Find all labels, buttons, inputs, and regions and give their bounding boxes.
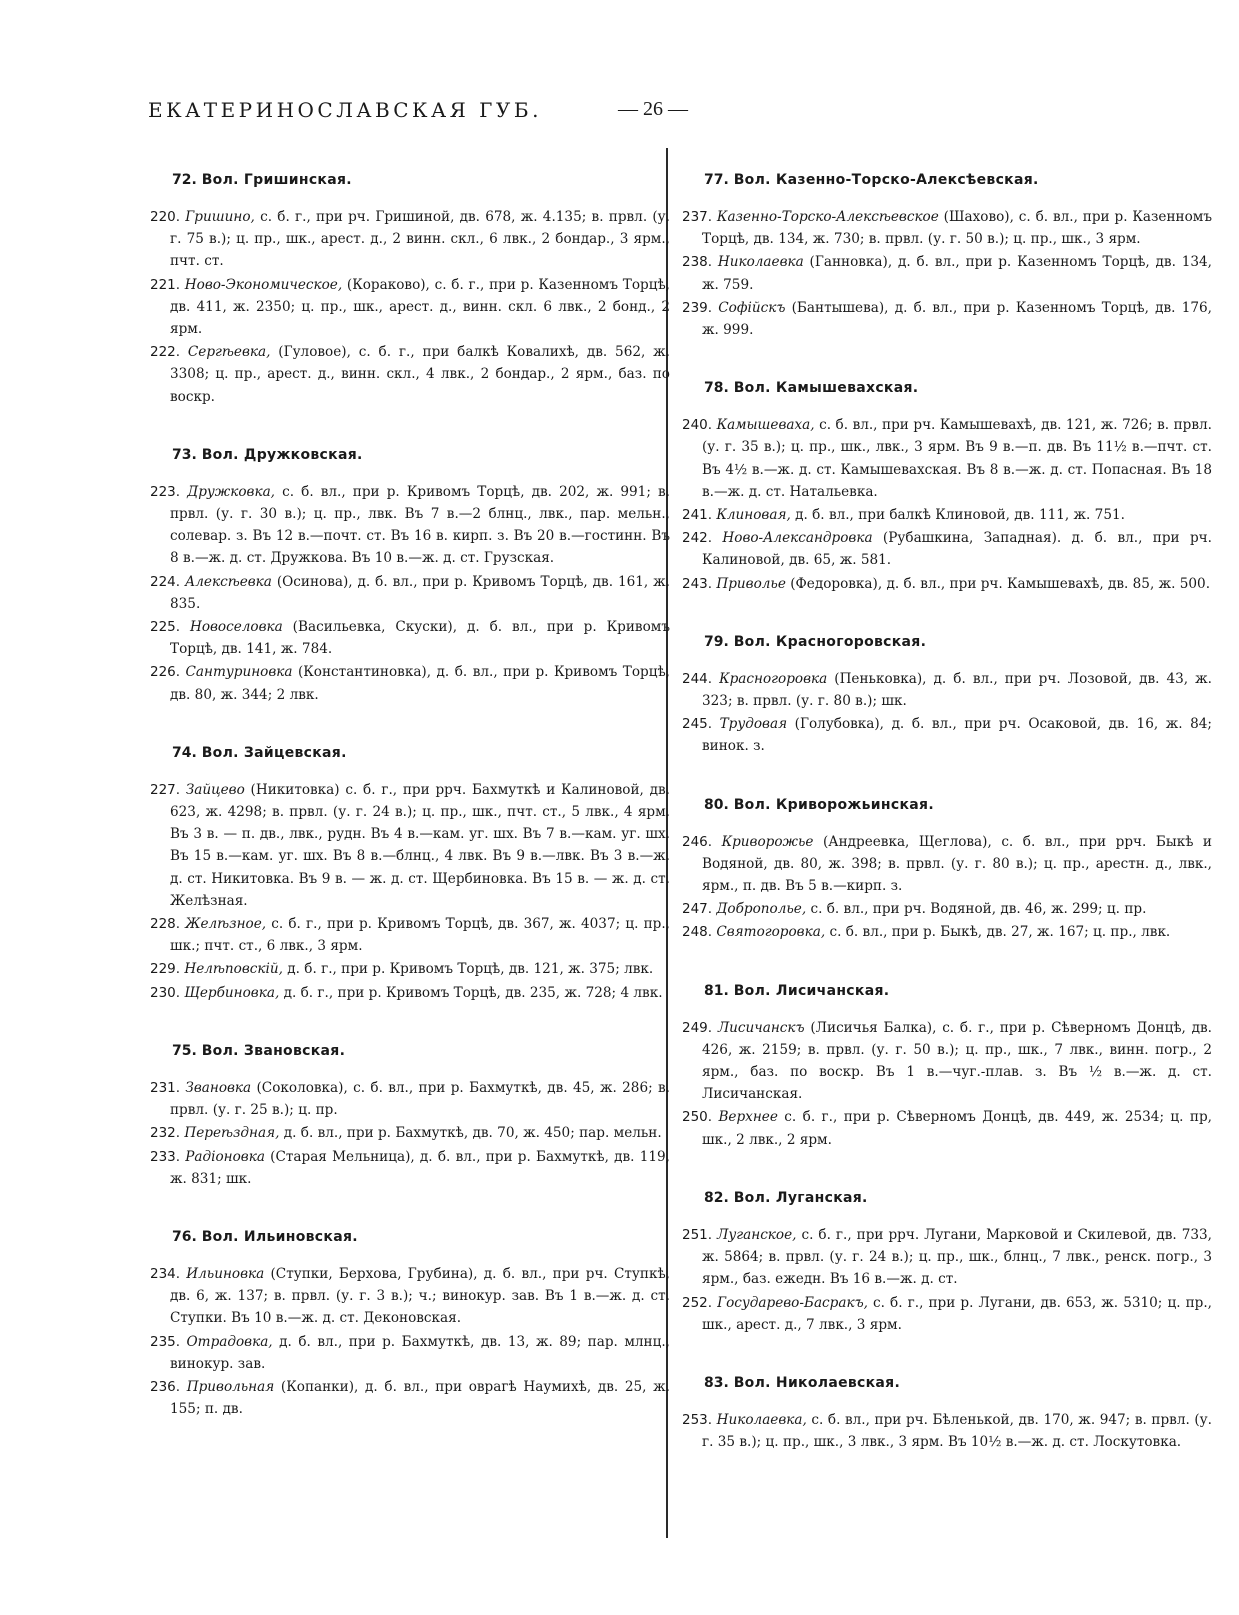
- entry-number: 236.: [150, 1378, 187, 1395]
- settlement-name: Ново-Экономическое,: [184, 276, 343, 293]
- settlement-name: Щербиновка,: [184, 984, 280, 1001]
- settlement-name: Святогоровка,: [716, 924, 826, 941]
- entry-number: 224.: [150, 573, 185, 590]
- settlement-description: (Ступки, Берхова, Грубина), д. б. вл., при рч. Ступкѣ, дв. 6, ж. 137; в. првл. (у. г. 3 в.); ч.; винокур. зав. Въ 1 в.—ж. д. ст. Ступки. Въ 10 в.—ж. д. ст. Деконовская.: [170, 1265, 670, 1327]
- settlement-name: Красногоровка: [719, 670, 828, 687]
- settlement-name: Лисичанскъ: [717, 1019, 805, 1036]
- settlement-entry: [682, 206, 1212, 250]
- settlement-name: Алексѣевка: [184, 573, 272, 590]
- volost-heading: [172, 170, 670, 190]
- settlement-name: Приволье: [716, 575, 786, 592]
- entry-number: 223.: [150, 483, 188, 500]
- volost-number: 81.: [704, 982, 734, 999]
- entry-number: 221.: [150, 276, 185, 293]
- settlement-description: (Рубашкина, Западная). д. б. вл., при рч. Калиновой, дв. 65, ж. 581.: [702, 530, 1212, 569]
- entry-number: 252.: [682, 1294, 718, 1311]
- volost-name: Вол. Камышевахская.: [733, 380, 919, 397]
- settlement-name: Казенно-Торско-Алексѣевское: [716, 209, 939, 225]
- settlement-entry: [150, 274, 670, 341]
- settlement-description: д. б. г., при р. Кривомъ Торцѣ, дв. 121, ж. 375; лвк.: [282, 961, 654, 978]
- entry-number: 239.: [682, 299, 719, 316]
- volost-heading: [172, 1041, 670, 1061]
- settlement-entry: [682, 573, 1212, 595]
- settlement-description: с. б. г., при рч. Гришиной, дв. 678, ж. 4.135; в. првл. (у. г. 75 в.); ц. пр., шк., арест. д., 2 винн. скл., 6 лвк., 2 бондар., 3 ярм., пчт. ст.: [170, 209, 670, 270]
- settlement-name: Радіоновка: [185, 1148, 265, 1165]
- settlement-description: с. б. г., при р. Кривомъ Торцѣ, дв. 367, ж. 4037; ц. пр., шк.; пчт. ст., 6 лвк., 3 ярм.: [170, 916, 670, 955]
- volost-name: Вол. Зайцевская.: [201, 744, 347, 761]
- volost-heading: [704, 1373, 1212, 1393]
- settlement-description: (Гуловое), с. б. г., при балкѣ Ковалихѣ, дв. 562, ж. 3308; ц. пр., арест. д., винн. скл., 4 лвк., 2 бондар., 2 ярм., баз. по воскр.: [170, 344, 670, 405]
- section-gap: [150, 1005, 670, 1031]
- entry-number: 225.: [150, 619, 190, 636]
- page-number: — 26 —: [618, 98, 688, 120]
- volost-number: 82.: [704, 1189, 734, 1206]
- settlement-entry: [682, 1409, 1212, 1453]
- entry-number: 237.: [682, 209, 717, 225]
- settlement-entry: [682, 1292, 1212, 1336]
- entry-number: 243.: [682, 575, 717, 592]
- entry-number: 232.: [150, 1125, 185, 1142]
- settlement-entry: [682, 504, 1212, 526]
- section-gap: [682, 759, 1212, 785]
- volost-name: Вол. Николаевская.: [733, 1374, 901, 1391]
- settlement-description: с. б. вл., при р. Кривомъ Торцѣ, дв. 202, ж. 991; в. првл. (у. г. 30 в.); ц. пр., лвк. Въ 7 в.—2 блнц., лвк., пар. мельн., солевар. з. Въ 12 в.—почт. ст. Въ 16 в. кирп. з. Въ 20 в.—гостинн. Въ 8 в.—ж. д. ст. Дружкова. Въ 10 в.—ж. д. ст. Грузская.: [170, 483, 670, 567]
- right-column: [682, 160, 1212, 1454]
- settlement-name: Новоселовка: [189, 619, 283, 636]
- settlement-name: Николаевка: [717, 254, 804, 271]
- volost-name: Вол. Красногоровская.: [733, 633, 927, 650]
- volost-name: Вол. Криворожьинская.: [733, 796, 934, 813]
- left-column: [150, 160, 670, 1421]
- section-gap: [150, 707, 670, 733]
- settlement-entry: [150, 206, 670, 273]
- settlement-name: Софійскъ: [718, 299, 786, 316]
- volost-number: 78.: [704, 380, 734, 397]
- settlement-description: (Старая Мельница), д. б. вл., при р. Бахмуткѣ, дв. 119, ж. 831; шк.: [170, 1148, 670, 1187]
- settlement-description: с. б. г., при р. Лугани, дв. 653, ж. 5310; ц. пр., шк., арест. д., 7 лвк., 3 ярм.: [702, 1294, 1212, 1333]
- settlement-entry: [682, 527, 1212, 571]
- entry-number: 241.: [682, 507, 717, 524]
- entry-number: 222.: [150, 344, 188, 361]
- entry-number: 246.: [682, 833, 722, 850]
- settlement-name: Звановка: [185, 1079, 252, 1096]
- settlement-name: Сергѣевка,: [187, 344, 271, 361]
- section-gap: [682, 596, 1212, 622]
- entry-number: 231.: [150, 1079, 186, 1096]
- entry-number: 234.: [150, 1265, 187, 1282]
- volost-heading: [704, 170, 1212, 190]
- section-gap: [150, 409, 670, 435]
- volost-name: Вол. Гришинская.: [201, 172, 352, 188]
- volost-name: Вол. Казенно-Торско-Алексѣевская.: [733, 172, 1039, 188]
- entry-number: 228.: [150, 916, 186, 933]
- settlement-entry: [682, 1106, 1212, 1150]
- settlement-name: Криворожье: [721, 833, 814, 850]
- settlement-description: с. б. вл., при рч. Бѣленькой, дв. 170, ж. 947; в. првл. (у. г. 35 в.); ц. пр., шк., 3 лвк., 3 ярм. Въ 10½ в.—ж. д. ст. Лоскутовка.: [702, 1411, 1212, 1451]
- settlement-description: (Пеньковка), д. б. вл., при рч. Лозовой, дв. 43, ж. 323; в. првл. (у. г. 80 в.); шк.: [702, 670, 1212, 710]
- volost-name: Вол. Ильиновская.: [201, 1228, 358, 1245]
- entry-number: 229.: [150, 961, 185, 978]
- settlement-entry: [150, 571, 670, 615]
- entry-number: 250.: [682, 1109, 719, 1126]
- volost-name: Вол. Звановская.: [201, 1042, 346, 1059]
- settlement-entry: [150, 958, 670, 980]
- page-header: [118, 98, 1138, 132]
- settlement-entry: [150, 481, 670, 570]
- settlement-name: Ильиновка: [186, 1265, 265, 1282]
- entry-number: 244.: [682, 670, 720, 687]
- settlement-description: (Кораково), с. б. г., при р. Казенномъ Торцѣ, дв. 411, ж. 2350; ц. пр., шк., арест. д., винн. скл. 6 лвк., 2 бонд., 2 ярм.: [170, 276, 670, 338]
- volost-heading: [704, 378, 1212, 398]
- settlement-entry: [682, 1017, 1212, 1106]
- volost-heading: [704, 795, 1212, 815]
- volost-name: Вол. Дружковская.: [201, 446, 363, 463]
- volost-name: Вол. Луганская.: [733, 1189, 868, 1206]
- settlement-name: Желѣзное,: [185, 916, 267, 933]
- settlement-entry: [682, 831, 1212, 898]
- settlement-entry: [682, 921, 1212, 943]
- settlement-entry: [682, 713, 1212, 757]
- entry-number: 233.: [150, 1148, 186, 1165]
- entry-number: 249.: [682, 1019, 718, 1036]
- settlement-description: (Федоровка), д. б. вл., при рч. Камышевахѣ, дв. 85, ж. 500.: [785, 575, 1211, 592]
- settlement-entry: [150, 616, 670, 660]
- page-title: ЕКАТЕРИНОСЛАВСКАЯ ГУБ.: [148, 98, 542, 122]
- settlement-description: д. б. вл., при р. Бахмуткѣ, дв. 13, ж. 89; пар. млнц., винокур. зав.: [170, 1333, 670, 1372]
- settlement-description: (Голубовка), д. б. вл., при рч. Осаковой, дв. 16, ж. 84; винок. з.: [702, 716, 1212, 755]
- settlement-entry: [150, 779, 670, 912]
- settlement-entry: [150, 661, 670, 705]
- settlement-name: Нелѣповскій,: [184, 961, 283, 978]
- volost-heading: [704, 981, 1212, 1001]
- settlement-name: Камышеваха,: [716, 417, 815, 434]
- settlement-name: Отрадовка,: [186, 1333, 273, 1350]
- settlement-description: (Андреевка, Щеглова), с. б. вл., при ррч. Быкѣ и Водяной, дв. 80, ж. 398; в. првл. (у. г. 80 в.); ц. пр., арестн. д., лвк., ярм., п. дв. Въ 5 в.—кирп. з.: [702, 833, 1212, 895]
- settlement-description: (Соколовка), с. б. вл., при р. Бахмуткѣ, дв. 45, ж. 286; в. првл. (у. г. 25 в.); ц. пр.: [170, 1079, 670, 1119]
- settlement-description: (Никитовка) с. б. г., при ррч. Бахмуткѣ и Калиновой, дв. 623, ж. 4298; в. првл. (у. г. 24 в.); ц. пр., шк., пчт. ст., 5 лвк., 4 ярм. Въ 3 в. — п. дв., лвк., рудн. Въ 4 в.—кам. уг. шх. Въ 7 в.—кам. уг. шх. Въ 15 в.—кам. уг. шх. Въ 8 в.—блнц., 4 лвк. Въ 9 в.—лвк. Въ 3 в.—ж. д. ст. Никитовка. Въ 9 в. — ж. д. ст. Щербиновка. Въ 15 в. — ж. д. ст. Желѣзная.: [170, 781, 670, 909]
- settlement-description: (Осинова), д. б. вл., при р. Кривомъ Торцѣ, дв. 161, ж. 835.: [170, 573, 670, 612]
- settlement-description: с. б. вл., при рч. Водяной, дв. 46, ж. 299; ц. пр.: [806, 901, 1147, 918]
- settlement-entry: [682, 668, 1212, 712]
- settlement-description: с. б. г., при ррч. Лугани, Марковой и Скилевой, дв. 733, ж. 5864; в. првл. (у. г. 24 в.); ц. пр., шк., блнц., 7 лвк., ренск. погр., 3 ярм., баз. ежедн. Въ 16 в.—ж. д. ст.: [702, 1226, 1212, 1288]
- settlement-description: (Константиновка), д. б. вл., при р. Кривомъ Торцѣ, дв. 80, ж. 344; 2 лвк.: [170, 664, 670, 703]
- settlement-description: (Бантышева), д. б. вл., при р. Казенномъ Торцѣ, дв. 176, ж. 999.: [702, 299, 1212, 339]
- volost-heading: [172, 1227, 670, 1247]
- settlement-name: Верхнее: [718, 1109, 778, 1126]
- entry-number: 240.: [682, 417, 717, 434]
- settlement-entry: [682, 251, 1212, 295]
- settlement-name: Дружковка,: [187, 483, 275, 500]
- settlement-name: Трудовая: [719, 716, 788, 733]
- settlement-name: Николаевка,: [716, 1411, 807, 1428]
- settlement-entry: [150, 1146, 670, 1190]
- settlement-description: д. б. вл., при р. Бахмуткѣ, дв. 70, ж. 450; пар. мельн.: [279, 1125, 662, 1142]
- section-gap: [682, 945, 1212, 971]
- settlement-description: (Шахово), с. б. вл., при р. Казенномъ Торцѣ, дв. 134, ж. 730; в. првл. (у. г. 50 в.); ц. пр., шк., 3 ярм.: [702, 209, 1212, 248]
- settlement-name: Привольная: [186, 1378, 275, 1395]
- section-gap: [150, 1191, 670, 1217]
- settlement-entry: [682, 1224, 1212, 1291]
- entry-number: 253.: [682, 1411, 717, 1428]
- settlement-name: Сантуриновка: [185, 664, 293, 681]
- entry-number: 242.: [682, 530, 723, 547]
- volost-number: 72.: [172, 172, 202, 188]
- settlement-name: Государево-Басракъ,: [717, 1294, 868, 1311]
- entry-number: 247.: [682, 901, 717, 918]
- entry-number: 220.: [150, 209, 186, 225]
- settlement-name: Ново-Александровка: [722, 530, 873, 547]
- settlement-entry: [682, 297, 1212, 341]
- volost-number: 74.: [172, 744, 202, 761]
- settlement-name: Гришино,: [185, 209, 255, 225]
- entry-number: 245.: [682, 716, 720, 733]
- entry-number: 251.: [682, 1226, 718, 1243]
- settlement-description: с. б. вл., при р. Быкѣ, дв. 27, ж. 167; ц. пр., лвк.: [825, 924, 1171, 941]
- settlement-name: Зайцево: [185, 781, 245, 798]
- volost-number: 75.: [172, 1042, 202, 1059]
- settlement-entry: [150, 1077, 670, 1121]
- settlement-description: с. б. вл., при рч. Камышевахѣ, дв. 121, ж. 726; в. првл. (у. г. 35 в.); ц. пр., шк., лвк., 3 ярм. Въ 9 в.—п. дв. Въ 11½ в.—пчт. ст. Въ 4½ в.—ж. д. ст. Камышевахская. Въ 8 в.—ж. д. ст. Попасная. Въ 18 в.—ж. д. ст. Натальевка.: [702, 417, 1212, 500]
- settlement-entry: [150, 1376, 670, 1420]
- entry-number: 230.: [150, 984, 185, 1001]
- volost-heading: [172, 743, 670, 763]
- settlement-entry: [682, 898, 1212, 920]
- settlement-description: (Ганновка), д. б. вл., при р. Казенномъ Торцѣ, дв. 134, ж. 759.: [702, 254, 1212, 293]
- settlement-name: Переѣздная,: [184, 1125, 280, 1142]
- settlement-description: (Копанки), д. б. вл., при оврагѣ Наумихѣ, дв. 25, ж. 155; п. дв.: [170, 1378, 670, 1418]
- entry-number: 227.: [150, 781, 186, 798]
- volost-name: Вол. Лисичанская.: [733, 982, 890, 999]
- entry-number: 235.: [150, 1333, 187, 1350]
- settlement-name: Клиновая,: [716, 507, 791, 524]
- settlement-entry: [150, 341, 670, 408]
- settlement-description: (Лисичья Балка), с. б. г., при р. Сѣверномъ Донцѣ, дв. 426, ж. 2159; в. првл. (у. г. 50 в.); ц. пр., шк., 7 лвк., винн. погр., 2 ярм., баз. по воскр. Въ 1 в.—чуг.-плав. з. Въ ½ в.—ж. д. ст. Лисичанская.: [702, 1019, 1212, 1103]
- settlement-entry: [150, 1263, 670, 1330]
- settlement-description: с. б. г., при р. Сѣверномъ Донцѣ, дв. 449, ж. 2534; ц. пр, шк., 2 лвк., 2 ярм.: [702, 1109, 1212, 1148]
- volost-number: 77.: [704, 172, 734, 188]
- volost-number: 79.: [704, 633, 734, 650]
- volost-number: 76.: [172, 1228, 202, 1245]
- settlement-entry: [150, 982, 670, 1004]
- volost-number: 83.: [704, 1374, 734, 1391]
- settlement-entry: [150, 1122, 670, 1144]
- volost-heading: [172, 445, 670, 465]
- volost-heading: [704, 632, 1212, 652]
- settlement-entry: [150, 913, 670, 957]
- entry-number: 248.: [682, 924, 717, 941]
- settlement-entry: [682, 414, 1212, 503]
- settlement-entry: [150, 1331, 670, 1375]
- volost-heading: [704, 1188, 1212, 1208]
- volost-number: 73.: [172, 446, 202, 463]
- settlement-description: (Васильевка, Скуски), д. б. вл., при р. Кривомъ Торцѣ, дв. 141, ж. 784.: [170, 619, 670, 658]
- entry-number: 238.: [682, 254, 718, 271]
- entry-number: 226.: [150, 664, 186, 681]
- section-gap: [682, 1152, 1212, 1178]
- settlement-description: д. б. вл., при балкѣ Клиновой, дв. 111, ж. 751.: [790, 507, 1125, 524]
- settlement-name: Доброполье,: [716, 901, 807, 918]
- settlement-description: д. б. г., при р. Кривомъ Торцѣ, дв. 235, ж. 728; 4 лвк.: [279, 984, 663, 1001]
- volost-number: 80.: [704, 796, 734, 813]
- section-gap: [682, 1337, 1212, 1363]
- settlement-name: Луганское,: [717, 1226, 797, 1243]
- section-gap: [682, 342, 1212, 368]
